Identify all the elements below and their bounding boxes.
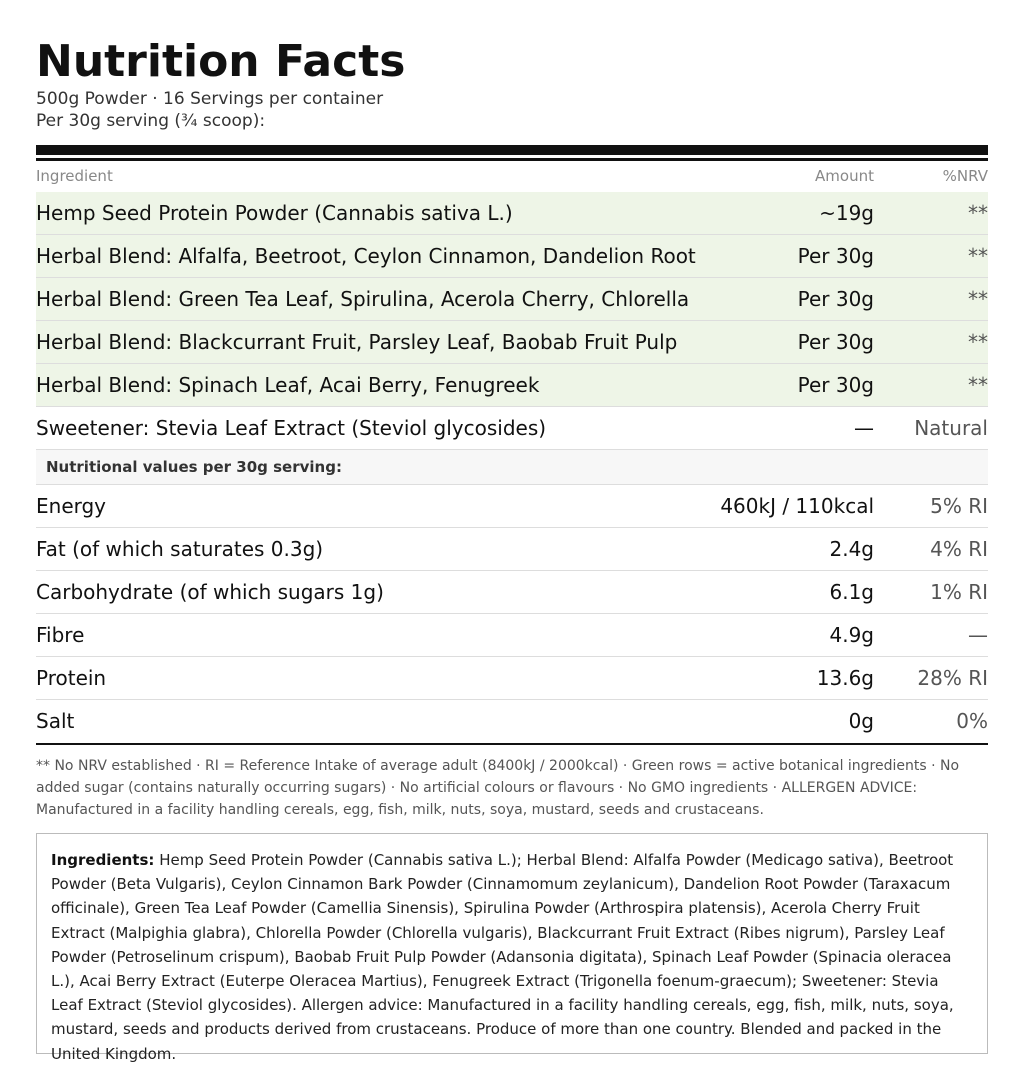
table-row <box>36 192 988 235</box>
page-title: Nutrition Facts <box>36 36 406 87</box>
nutrient-amount: 460kJ / 110kcal <box>720 494 874 518</box>
table-row <box>36 364 988 407</box>
ingredient-amount: Per 30g <box>797 244 874 268</box>
ingredients-text: Hemp Seed Protein Powder (Cannabis sativa L.); Herbal Blend: Alfalfa Powder (Medicago sativa), Beetroot Powder (Beta Vulgaris), Ceylon Cinnamon Bark Powder (Cinnamomum zeylanicum), Dandelion Root Powder (Taraxacum officinale), Green Tea Leaf Powder (Camellia Sinensis), Spirulina Powder (Arthrospira platensis), Acerola Cherry Fruit Extract (Malpighia glabra), Chlorella Powder (Chlorella vulgaris), Blackcurrant Fruit Extract (Ribes nigrum), Parsley Leaf Powder (Petroselinum crispum), Baobab Fruit Pulp Powder (Adansonia digitata), Spinach Leaf Powder (Spinacia oleracea L.), Acai Berry Extract (Euterpe Oleracea Martius), Fenugreek Extract (Trigonella foenum-graecum); Sweetener: Stevia Leaf Extract (Steviol glycosides). Allergen advice: Manufactured in a facility handling cereals, egg, fish, milk, nuts, soya, mustard, seeds and products derived from crustaceans. Produce of more than one country. Blended and packed in the United Kingdom. <box>51 851 954 1063</box>
serving-size: Per 30g serving (¾ scoop): <box>36 111 266 131</box>
column-header-amount: Amount <box>815 167 874 185</box>
ingredient-nrv: ** <box>968 244 988 268</box>
table-row <box>36 614 988 657</box>
column-header-ingredient: Ingredient <box>36 167 113 185</box>
thick-divider <box>36 145 988 155</box>
nutrient-ri: 5% RI <box>930 494 988 518</box>
ingredient-nrv: ** <box>968 287 988 311</box>
ingredient-amount: Per 30g <box>797 373 874 397</box>
nutrient-ri: 1% RI <box>930 580 988 604</box>
nutrient-name: Carbohydrate (of which sugars 1g) <box>36 580 384 604</box>
nutrient-ri: 0% <box>956 709 988 733</box>
table-row-sweetener <box>36 407 988 450</box>
nutrient-ri: — <box>968 623 988 647</box>
footnote: ** No NRV established · RI = Reference Intake of average adult (8400kJ / 2000kcal) · Green rows = active botanical ingredients · No added sugar (contains naturally occurring sugars) · No artificial colours or flavours · No GMO ingredients · ALLERGEN ADVICE: Manufactured in a facility handling cereals, egg, fish, milk, nuts, soya, mustard, seeds and crustaceans. <box>36 758 960 818</box>
thin-divider <box>36 158 988 161</box>
ingredient-nrv: ** <box>968 201 988 225</box>
table-row <box>36 571 988 614</box>
table-row <box>36 528 988 571</box>
ingredient-amount: Per 30g <box>797 287 874 311</box>
ingredient-amount: ~19g <box>819 201 874 225</box>
column-header-nrv: %NRV <box>942 167 988 185</box>
ingredient-amount: — <box>854 416 874 440</box>
nutrient-amount: 6.1g <box>829 580 874 604</box>
ingredient-name: Herbal Blend: Spinach Leaf, Acai Berry, Fenugreek <box>36 373 540 397</box>
ingredient-name: Herbal Blend: Blackcurrant Fruit, Parsley Leaf, Baobab Fruit Pulp <box>36 330 678 354</box>
section-heading: Nutritional values per 30g serving: <box>46 458 342 476</box>
nutrient-amount: 13.6g <box>816 666 874 690</box>
nutrient-amount: 2.4g <box>829 537 874 561</box>
table-row <box>36 700 988 743</box>
nutrient-amount: 0g <box>848 709 874 733</box>
column-header-row <box>36 165 988 189</box>
nutrient-amount: 4.9g <box>829 623 874 647</box>
ingredients-box <box>36 833 988 1063</box>
table-row <box>36 657 988 700</box>
ingredients-label: Ingredients: <box>51 851 155 869</box>
nutrition-table <box>36 192 988 743</box>
ingredient-name: Herbal Blend: Green Tea Leaf, Spirulina, Acerola Cherry, Chlorella <box>36 287 690 311</box>
ingredient-name: Herbal Blend: Alfalfa, Beetroot, Ceylon Cinnamon, Dandelion Root <box>36 244 696 268</box>
ingredient-nrv: ** <box>968 373 988 397</box>
ingredient-name: Sweetener: Stevia Leaf Extract (Steviol glycosides) <box>36 416 547 440</box>
nutrient-ri: 28% RI <box>917 666 988 690</box>
nutrient-name: Fat (of which saturates 0.3g) <box>36 537 324 561</box>
nutrient-name: Fibre <box>36 623 85 647</box>
table-row <box>36 321 988 364</box>
table-row <box>36 235 988 278</box>
ingredient-amount: Per 30g <box>797 330 874 354</box>
nutrient-name: Protein <box>36 666 107 690</box>
ingredient-nrv: ** <box>968 330 988 354</box>
nutrient-name: Salt <box>36 709 75 733</box>
bottom-divider <box>36 743 988 745</box>
table-row <box>36 485 988 528</box>
package-info: 500g Powder · 16 Servings per container <box>36 89 384 109</box>
nutrient-ri: 4% RI <box>930 537 988 561</box>
table-row <box>36 278 988 321</box>
ingredient-name: Hemp Seed Protein Powder (Cannabis sativa L.) <box>36 201 513 225</box>
nutrient-name: Energy <box>36 494 107 518</box>
nutrition-section-header <box>36 450 988 485</box>
ingredient-nrv: Natural <box>914 416 988 440</box>
